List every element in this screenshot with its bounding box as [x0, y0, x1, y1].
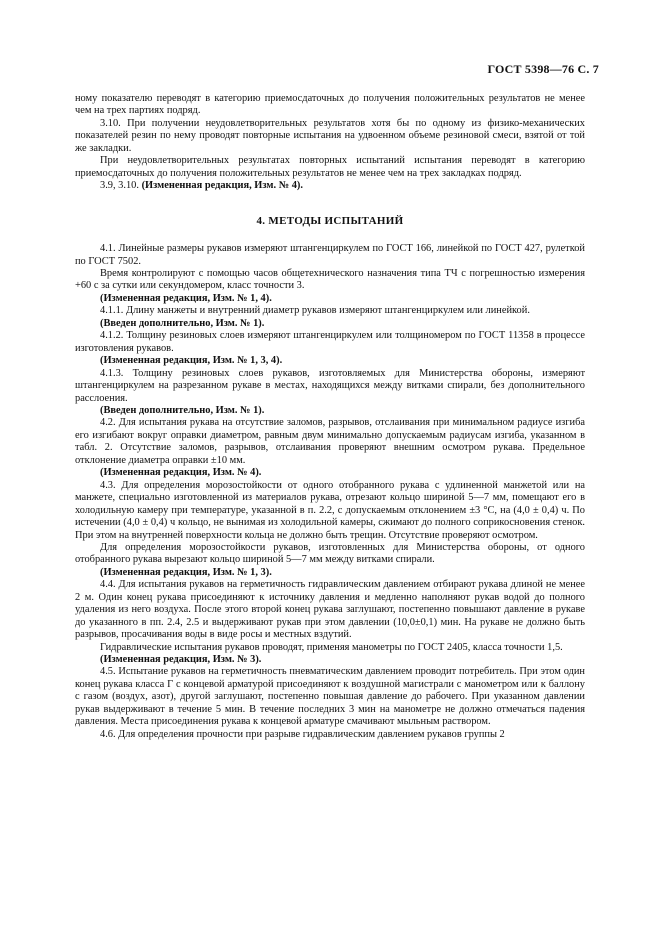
paragraph: 4.1.3. Толщину резиновых слоев рукавов, изготовляемых для Министерства обороны, измеряют штангенциркулем на разрезанном рукаве в местах, находящихся между витками спирали, без дополнительного расслоения. — [75, 367, 585, 404]
page-header: ГОСТ 5398—76 С. 7 — [487, 62, 599, 76]
paragraph: 3.10. При получении неудовлетворительных результатов хотя бы по одному из физико-механических показателей резин по нему проводят повторные испытания на удвоенном объеме резиновой смеси, взятой от той же закладки. — [75, 117, 585, 154]
paragraph: 4.6. Для определения прочности при разрыве гидравлическим давлением рукавов группы 2 — [100, 728, 505, 740]
paragraph: При неудовлетворительных результатах повторных испытаний испытания переводят в категорию приемосдаточных до получения положительных результатов не менее чем на трех закладках подряд. — [75, 155, 585, 179]
amendment-note: (Измененная редакция, Изм. № 1, 4). — [100, 292, 272, 304]
paragraph: 4.1.1. Длину манжеты и внутренний диаметр рукавов измеряют штангенциркулем или линейкой. — [100, 305, 530, 317]
amendment-note: (Введен дополнительно, Изм. № 1). — [100, 404, 265, 416]
paragraph: 4.2. Для испытания рукава на отсутствие заломов, разрывов, отслаивания при минимальном радиусе изгиба его изгибают вокруг оправки диаметром, равным двум минимально допускаемым радиусам изгиба, указанном в табл. 2. Отсутствие заломов, разрывов, отслаивания проверяют внешним осмотром рукава. Предельное отклонение диаметра оправки ±10 мм. — [75, 417, 585, 466]
paragraph: 4.4. Для испытания рукавов на герметичность гидравлическим давлением отбирают рукава длиной не менее 2 м. Один конец рукава присоединяют к источнику давления и медленно наполняют рукав водой до полного удаления из него воздуха. После этого второй конец рукава заглушают, постепенно повышают давление в рукаве до указанного в пп. 2.4, 2.5 и выдерживают рукав при этом давлении (10,0±0,1) мин. На рукаве не должно быть разрывов, просачивания воды в виде росы и местных вздутий. — [75, 579, 585, 641]
section-title: 4. МЕТОДЫ ИСПЫТАНИЙ — [256, 214, 404, 227]
amendment-note: (Измененная редакция, Изм. № 1, 3, 4). — [100, 355, 283, 367]
paragraph: Время контролируют с помощью часов общетехнического назначения типа ТЧ с погрешностью измерения +60 с за сутки или секундомером, класс точности 3. — [75, 267, 585, 292]
amendment-note: (Введен дополнительно, Изм. № 1). — [100, 317, 265, 329]
paragraph: 4.1. Линейные размеры рукавов измеряют штангенциркулем по ГОСТ 166, линейкой по ГОСТ 427, рулеткой по ГОСТ 7502. — [75, 243, 585, 267]
amendment-note: (Измененная редакция, Изм. № 3). — [100, 654, 262, 666]
paragraph: Гидравлические испытания рукавов проводят, применяя манометры по ГОСТ 2405, класса точности 1,5. — [100, 641, 563, 653]
paragraph: 4.5. Испытание рукавов на герметичность пневматическим давлением проводит потребитель. При этом один конец рукава класса Г с концевой арматурой присоединяют к воздушной магистрали с манометром или к баллону с газом (воздух, азот), другой заглушают, постепенно повышая давление до рабочего. При указанном давлении рукав выдерживают в течение 5 мин. В течение последних 3 мин на манометре не должно отмечаться падения давления. Места присоединения рукава к концевой арматуре смачивают мыльным раствором. — [75, 666, 585, 728]
amendment-note: (Измененная редакция, Изм. № 4). — [100, 467, 262, 479]
paragraph: 4.1.2. Толщину резиновых слоев измеряют штангенциркулем или толщиномером по ГОСТ 11358 в процессе изготовления рукавов. — [75, 330, 585, 354]
amendment-note: (Измененная редакция, Изм. № 1, 3). — [100, 566, 272, 578]
amendment-label: (Измененная редакция, Изм. № 4). — [141, 180, 303, 192]
paragraph: 4.3. Для определения морозостойкости от одного отобранного рукава с удлиненной манжетой или на манжете, специально изготовленной из материалов рукава, отрезают кольцо шириной 5—7 мм, помещают его в холодильную камеру при температуре, указанной в п. 2.2, с допускаемым отклонением ±3 °С, на (4,0 ± 0,4) ч. По истечении (4,0 ± 0,4) ч кольцо, не вынимая из холодильной камеры, сжимают до полного соприкосновения стенок. При этом на внутренней поверхности кольца не должно быть трещин. Отсутствие проверяют осмотром. — [75, 479, 585, 541]
amendment-note — [75, 180, 585, 192]
clause-refs: 3.9, 3.10. — [100, 180, 139, 192]
paragraph: ному показателю переводят в категорию приемосдаточных до получения положительных результатов не менее чем на трех партиях подряд. — [75, 93, 585, 117]
paragraph: Для определения морозостойкости рукавов, изготовленных для Министерства обороны, от одного отобранного рукава вырезают кольцо шириной 5—7 мм между витками спирали. — [75, 541, 585, 566]
document-body — [75, 93, 585, 741]
